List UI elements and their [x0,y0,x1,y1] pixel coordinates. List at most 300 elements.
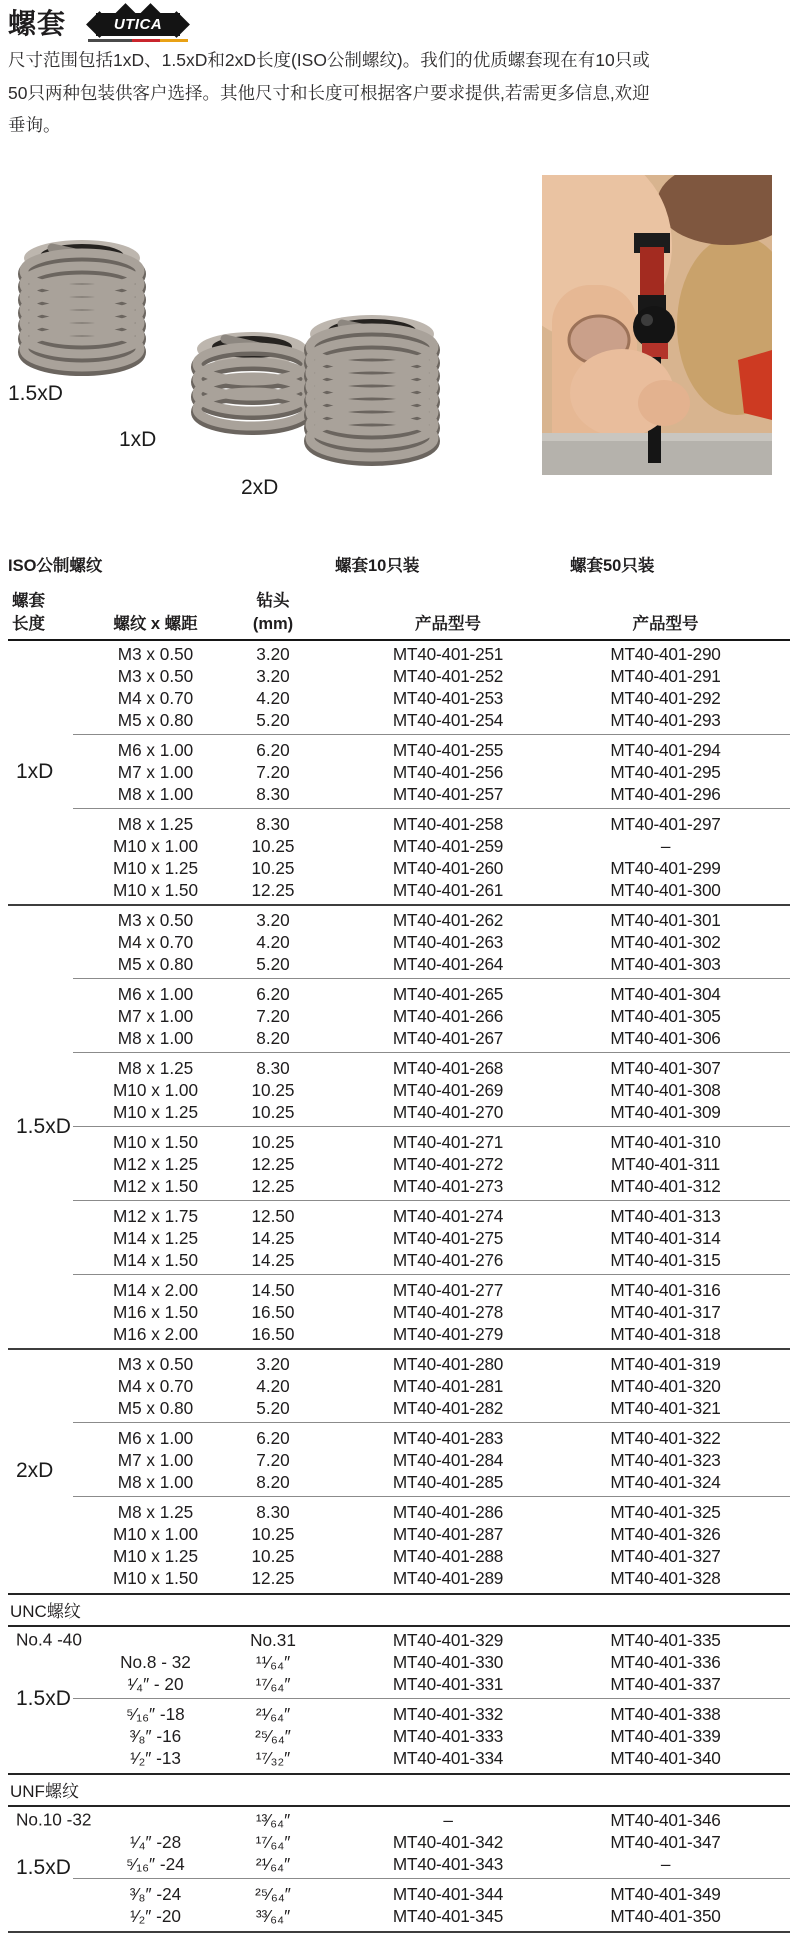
thread-size-cell [73,740,238,761]
drill-size-cell: 10.25 [251,857,295,878]
product-number-50pack: MT40-401-293 [610,709,721,730]
drill-size-cell: 8.30 [256,813,290,834]
table-row [73,1883,790,1905]
thread-size-cell [73,1206,238,1227]
thread-size-cell [73,1324,238,1345]
thread-size-cell [73,1250,238,1271]
column-header-length-line1: 螺套 [12,592,45,610]
table-row [73,1703,790,1725]
product-number-10pack: MT40-401-329 [392,1629,504,1650]
thread-size-cell [73,1006,238,1027]
thread-size: M12 x 1.25 [112,1153,199,1174]
thread-size-cell [73,1354,238,1375]
thread-size-cell [73,814,238,835]
thread-size: M3 x 0.50 [117,1353,194,1374]
product-number-10pack: MT40-401-269 [392,1079,504,1100]
drill-size-cell: 16.50 [251,1323,295,1344]
group-length-label: 1.5xD [16,1687,71,1710]
thread-size-cell [73,1748,238,1769]
thread-size: M12 x 1.75 [112,1205,199,1226]
drill-size-cell: 10.25 [251,1079,295,1100]
product-number-10pack: MT40-401-252 [392,665,504,686]
product-number-10pack: MT40-401-334 [392,1747,504,1768]
table-row [73,983,790,1005]
product-number-10pack: MT40-401-283 [392,1427,504,1448]
product-number-50pack: MT40-401-325 [610,1501,721,1522]
table-row [73,1205,790,1227]
drill-size-cell: ¹³⁄₆₄″ [255,1809,291,1830]
product-number-50pack: MT40-401-327 [610,1545,721,1566]
product-number-50pack: MT40-401-300 [610,879,721,900]
column-header-length-line2: 长度 [12,615,45,633]
product-number-10pack: MT40-401-274 [392,1205,504,1226]
drill-size-cell: 10.25 [251,1131,295,1152]
product-number-10pack: MT40-401-253 [392,687,504,708]
product-number-10pack: MT40-401-259 [392,835,504,856]
product-number-50pack: MT40-401-299 [610,857,721,878]
thread-size-cell [73,710,238,731]
thread-size: M4 x 0.70 [117,1375,194,1396]
table-row [73,1005,790,1027]
thread-size-cell [73,1280,238,1301]
product-number-10pack: MT40-401-264 [392,953,504,974]
thread-size: M6 x 1.00 [117,983,194,1004]
product-number-50pack: MT40-401-315 [610,1249,721,1270]
drill-size-cell: 3.20 [256,909,290,930]
table-row [73,665,790,687]
group-length-label: 1.5xD [16,1115,71,1138]
product-number-50pack: MT40-401-319 [610,1353,721,1374]
table-row [73,1057,790,1079]
table-row [73,1747,790,1769]
thread-size-cell [73,1080,238,1101]
table-row [73,1353,790,1375]
thread-size: M7 x 1.00 [117,1449,194,1470]
thread-size: M6 x 1.00 [117,1427,194,1448]
thread-size-cell [73,1132,238,1153]
table-row [73,953,790,975]
drill-size-cell: ²¹⁄₆₄″ [255,1853,291,1874]
table-row [73,643,790,665]
product-number-10pack: MT40-401-288 [392,1545,504,1566]
thread-size: M5 x 0.80 [117,1397,194,1418]
table-row [73,1651,790,1673]
product-number-50pack: MT40-401-307 [610,1057,721,1078]
product-number-10pack: MT40-401-279 [392,1323,504,1344]
row-divider [73,1878,790,1879]
drill-size-cell: 12.25 [251,879,295,900]
product-number-50pack: MT40-401-347 [610,1831,721,1852]
table-row [73,931,790,953]
table-row [73,857,790,879]
thread-size-cell [73,1704,238,1725]
thread-size: M12 x 1.50 [112,1175,199,1196]
thread-size: No.8 - 32 [120,1651,191,1672]
product-number-50pack: MT40-401-322 [610,1427,721,1448]
product-number-10pack: MT40-401-263 [392,931,504,952]
table-row [73,1471,790,1493]
row-divider [73,1200,790,1201]
product-number-10pack: MT40-401-275 [392,1227,504,1248]
size-group [8,907,790,1347]
product-number-50pack: MT40-401-303 [610,953,721,974]
row-divider [73,1422,790,1423]
drill-size-cell: 12.25 [251,1567,295,1588]
row-divider [73,1274,790,1275]
product-number-10pack: MT40-401-251 [392,643,504,664]
figure-label-1xd: 1xD [119,428,157,451]
thread-size-cell [73,1154,238,1175]
drill-size-cell: 7.20 [256,1449,290,1470]
row-divider [73,1126,790,1127]
product-number-10pack: MT40-401-273 [392,1175,504,1196]
drill-size-cell: 16.50 [251,1301,295,1322]
product-number-10pack: MT40-401-257 [392,783,504,804]
drill-size-cell: ²⁵⁄₆₄″ [255,1725,291,1746]
table-row [73,1227,790,1249]
product-number-10pack: MT40-401-287 [392,1523,504,1544]
row-divider [73,1698,790,1699]
product-number-50pack: MT40-401-337 [610,1673,721,1694]
thread-size-cell [73,1568,238,1589]
drill-size-cell: ¹⁷⁄₆₄″ [255,1673,291,1694]
table-row [73,1905,790,1927]
logo-band [96,13,180,36]
thread-size: M6 x 1.00 [117,739,194,760]
thread-size-cell [73,1524,238,1545]
row-divider [73,734,790,735]
product-number-10pack: MT40-401-270 [392,1101,504,1122]
drill-size-cell: 12.25 [251,1175,295,1196]
product-number-10pack: MT40-401-281 [392,1375,504,1396]
column-header-drill-line1: 钻头 [256,592,290,610]
drill-size-cell: 6.20 [256,983,290,1004]
product-number-50pack: MT40-401-296 [610,783,721,804]
product-number-50pack: MT40-401-295 [610,761,721,782]
drill-size-cell: 10.25 [251,1101,295,1122]
thread-size: ¹⁄₂″ -13 [130,1747,181,1768]
group-rows [73,1351,790,1591]
product-number-50pack: MT40-401-311 [610,1153,721,1174]
table-row [73,1449,790,1471]
product-number-10pack: MT40-401-266 [392,1005,504,1026]
table-row [73,909,790,931]
thread-size-cell [73,1428,238,1449]
product-number-50pack: MT40-401-323 [610,1449,721,1470]
product-number-50pack: MT40-401-304 [610,983,721,1004]
table-row [16,1629,790,1651]
table-row [73,1853,790,1875]
thread-size-cell [73,1450,238,1471]
drill-size-cell: 12.25 [251,1153,295,1174]
thread-size-cell [73,1546,238,1567]
product-number-50pack: MT40-401-291 [610,665,721,686]
thread-size: M10 x 1.50 [112,879,199,900]
thread-size-cell [73,836,238,857]
drill-size-cell: 6.20 [256,1427,290,1448]
table-row [73,761,790,783]
insert-table [8,552,790,1933]
thread-size-cell [73,1228,238,1249]
thread-size: M10 x 1.00 [112,1079,199,1100]
thread-size: M10 x 1.25 [112,1545,199,1566]
thread-size: M10 x 1.50 [112,1567,199,1588]
product-number-50pack: MT40-401-294 [610,739,721,760]
thread-size: M10 x 1.25 [112,1101,199,1122]
table-row [73,835,790,857]
product-number-10pack: MT40-401-345 [392,1905,504,1926]
size-group [8,1627,790,1771]
product-number-50pack: MT40-401-305 [610,1005,721,1026]
thread-size: M8 x 1.25 [117,1057,194,1078]
thread-size: ⁵⁄₁₆″ -24 [126,1853,185,1874]
product-number-50pack: MT40-401-290 [610,643,721,664]
coil-insert-2xd-image [298,298,446,476]
thread-size: M10 x 1.00 [112,835,199,856]
table-row [73,879,790,901]
section-label-pack50: 螺套50只装 [570,557,655,575]
drill-size-cell: 4.20 [256,931,290,952]
thread-size-cell [73,1906,238,1927]
thread-size-cell [73,910,238,931]
product-number-10pack: MT40-401-271 [392,1131,504,1152]
drill-size-cell: 14.50 [251,1279,295,1300]
thread-size-cell [73,688,238,709]
drill-size-cell: 5.20 [256,953,290,974]
product-number-10pack: MT40-401-256 [392,761,504,782]
product-number-50pack: MT40-401-336 [610,1651,721,1672]
unc-unf-sections [8,1593,790,1929]
drill-size-cell: 8.30 [256,783,290,804]
table-row [73,1545,790,1567]
row-divider [73,1496,790,1497]
product-number-10pack: MT40-401-278 [392,1301,504,1322]
table-row [73,1279,790,1301]
product-number-50pack: MT40-401-306 [610,1027,721,1048]
table-row [73,1567,790,1589]
thread-size: M4 x 0.70 [117,687,194,708]
thread-size: M5 x 0.80 [117,709,194,730]
product-number-10pack: MT40-401-286 [392,1501,504,1522]
table-row [73,1831,790,1853]
product-number-10pack: MT40-401-268 [392,1057,504,1078]
coil-insert-1.5xd-image [12,222,152,382]
thread-size: M14 x 1.25 [112,1227,199,1248]
thread-size-cell [73,1028,238,1049]
table-row [73,1131,790,1153]
product-number-50pack: MT40-401-321 [610,1397,721,1418]
thread-size-cell [73,984,238,1005]
product-number-50pack: MT40-401-308 [610,1079,721,1100]
thread-size: M8 x 1.00 [117,1471,194,1492]
table-row [73,1427,790,1449]
thread-size: No.10 -32 [16,1809,92,1830]
page-title: 螺套 [8,8,67,39]
group-rows [73,641,790,903]
group-length-label: 2xD [16,1459,54,1482]
thread-size: M5 x 0.80 [117,953,194,974]
drill-size-cell: 10.25 [251,835,295,856]
product-number-50pack: MT40-401-326 [610,1523,721,1544]
thread-size: M14 x 2.00 [112,1279,199,1300]
thread-size-cell [73,784,238,805]
size-group [8,641,790,903]
thread-size: ¹⁄₄″ - 20 [127,1673,184,1694]
product-number-50pack: MT40-401-314 [610,1227,721,1248]
product-number-10pack: MT40-401-332 [392,1703,504,1724]
product-number-50pack: MT40-401-312 [610,1175,721,1196]
product-number-10pack: MT40-401-285 [392,1471,504,1492]
column-header-drill [238,590,308,636]
table-row [73,1323,790,1345]
drill-size-cell: 6.20 [256,739,290,760]
thread-size-cell [73,932,238,953]
group-length-label: 1.5xD [16,1856,71,1879]
drill-size-cell: 3.20 [256,665,290,686]
product-number-50pack: – [660,835,671,856]
thread-size-cell [73,858,238,879]
thread-size-cell [73,1176,238,1197]
group-divider [8,1348,790,1350]
drill-size-cell: 8.30 [256,1057,290,1078]
column-headers [8,590,790,636]
thread-size: ¹⁄₂″ -20 [130,1905,181,1926]
thread-size-cell [73,1102,238,1123]
thread-size-cell [73,666,238,687]
product-number-50pack: MT40-401-292 [610,687,721,708]
product-number-50pack: MT40-401-340 [610,1747,721,1768]
table-row [73,687,790,709]
drill-size-cell: 5.20 [256,709,290,730]
product-number-50pack: MT40-401-350 [610,1905,721,1926]
thread-size: M3 x 0.50 [117,665,194,686]
product-number-10pack: MT40-401-265 [392,983,504,1004]
product-number-10pack: MT40-401-343 [392,1853,504,1874]
product-number-50pack: MT40-401-318 [610,1323,721,1344]
thread-size-cell [73,1502,238,1523]
table-row [73,1501,790,1523]
drill-size-cell: 14.25 [251,1249,295,1270]
product-number-50pack: MT40-401-335 [610,1629,721,1650]
drill-size-cell: 8.30 [256,1501,290,1522]
thread-size: M7 x 1.00 [117,761,194,782]
table-bottom-rule [8,1931,790,1933]
product-number-10pack: MT40-401-282 [392,1397,504,1418]
thread-size-cell [73,1376,238,1397]
product-number-50pack: MT40-401-349 [610,1883,721,1904]
product-number-10pack: MT40-401-342 [392,1831,504,1852]
iso-thread-groups [8,641,790,1591]
thread-size-cell [73,762,238,783]
thread-size: ¹⁄₄″ -28 [129,1831,182,1852]
installation-photo [542,175,772,475]
table-section-labels [8,552,790,576]
product-number-10pack: MT40-401-331 [392,1673,504,1694]
product-number-10pack: MT40-401-258 [392,813,504,834]
thread-size-cell [73,1302,238,1323]
section-label-pack10: 螺套10只装 [335,557,420,575]
thread-size: M7 x 1.00 [117,1005,194,1026]
column-header-drill-line2: (mm) [252,615,294,633]
table-row [73,1673,790,1695]
thread-size: M10 x 1.25 [112,857,199,878]
product-number-10pack: MT40-401-277 [392,1279,504,1300]
thread-size-cell [73,954,238,975]
product-number-10pack: MT40-401-272 [392,1153,504,1174]
product-number-10pack: MT40-401-261 [392,879,504,900]
column-header-product-10pack: 产品型号 [415,615,481,633]
product-number-10pack: – [443,1809,453,1830]
drill-size-cell: 8.20 [256,1027,290,1048]
table-row [73,1175,790,1197]
thread-size-cell [73,1854,238,1875]
thread-size: ³⁄₈″ -24 [129,1883,182,1904]
drill-size-cell: ¹⁷⁄₃₂″ [255,1747,291,1768]
product-number-50pack: MT40-401-328 [610,1567,721,1588]
row-divider [73,1052,790,1053]
drill-size-cell: 8.20 [256,1471,290,1492]
drill-size-cell: 7.20 [256,1005,290,1026]
table-row [73,1375,790,1397]
intro-paragraph: 尺寸范围包括1xD、1.5xD和2xD长度(ISO公制螺纹)。我们的优质螺套现在有10只或50只两种包装供客户选择。其他尺寸和长度可根据客户要求提供,若需更多信息,欢迎垂询。 [8,50,650,135]
drill-size-cell: 10.25 [251,1523,295,1544]
drill-size-cell: ²⁵⁄₆₄″ [255,1883,291,1904]
thread-size-cell [73,1058,238,1079]
product-number-10pack: MT40-401-289 [392,1567,504,1588]
row-divider [73,978,790,979]
drill-size-cell: ¹¹⁄₆₄″ [255,1651,291,1672]
table-row [73,1101,790,1123]
product-number-50pack: MT40-401-317 [610,1301,721,1322]
thread-size: No.4 -40 [16,1629,82,1650]
drill-size-cell: 10.25 [251,1545,295,1566]
thread-size: M4 x 0.70 [117,931,194,952]
product-number-10pack: MT40-401-254 [392,709,504,730]
thread-size-cell [73,880,238,901]
drill-size-cell: 4.20 [256,687,290,708]
product-number-50pack: MT40-401-302 [610,931,721,952]
thread-size-cell [73,1884,238,1905]
table-row [73,1301,790,1323]
column-header-length [8,590,73,636]
group-length-label: 1xD [16,760,54,783]
size-group [8,1807,790,1929]
product-number-50pack: MT40-401-309 [610,1101,721,1122]
product-number-50pack: MT40-401-301 [610,909,721,930]
product-number-50pack: MT40-401-346 [610,1809,721,1830]
product-number-10pack: MT40-401-276 [392,1249,504,1270]
thread-size-cell [73,1472,238,1493]
drill-size-cell: ³³⁄₆₄″ [255,1905,291,1926]
thread-size: M14 x 1.50 [112,1249,199,1270]
table-row [73,783,790,805]
column-header-product-50pack: 产品型号 [632,615,699,633]
drill-size-cell: 3.20 [256,643,290,664]
drill-size-cell: 12.50 [251,1205,295,1226]
product-number-10pack: MT40-401-280 [392,1353,504,1374]
product-number-10pack: MT40-401-260 [392,857,504,878]
product-number-50pack: MT40-401-316 [610,1279,721,1300]
thread-size: ³⁄₈″ -16 [129,1725,182,1746]
thread-size: M10 x 1.50 [112,1131,199,1152]
logo-text: UTICA [113,16,163,33]
row-divider [73,808,790,809]
product-number-10pack: MT40-401-330 [392,1651,504,1672]
table-row [73,1153,790,1175]
drill-size-cell: No.31 [250,1629,296,1650]
thread-size: M10 x 1.00 [112,1523,199,1544]
utica-logo [88,7,188,45]
